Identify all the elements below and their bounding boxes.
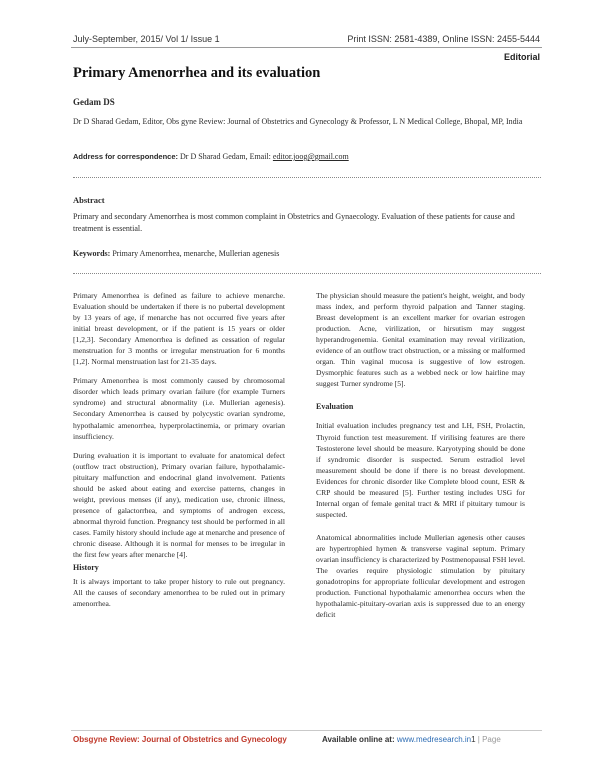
paragraph: Anatomical abnormalities include Mullerian agenesis other causes are hypertrophied hymen & transverse vaginal septum. Primary ovarian insufficiency is characterized by Postmenopausal FSH level. The ovaries require physiologic stimulation by pituitary gonadotropins for appropriate follicular development and estrogen production. Functional hypothalamic amenorrhea occurs when the hypothalamic-pituitary-ovarian axis is suppressed due to an energy deficit: [316, 532, 525, 620]
body-column-right: [316, 290, 525, 628]
abstract-heading: Abstract: [73, 195, 105, 205]
abstract-text: Primary and secondary Amenorrhea is most common complaint in Obstetrics and Gynaecology. Evaluation of these patients for cause and treatment is essential.: [73, 212, 515, 233]
paragraph: The physician should measure the patient's height, weight, and body mass index, and perform thyroid palpation and Tanner staging. Breast development is an excellent marker for ovarian estrogen production. Acne, virilization, or hirsutism may suggest hyperandrogenemia. Genital examination may reveal virilization, evidence of an outflow tract obstruction, or a missing or malformed organ. Thin vaginal mucosa is suggestive of low estrogen. Dysmorphic features such as a webbed neck or low hairline may suggest Turner syndrome [5].: [316, 291, 525, 389]
author-name: Gedam DS: [73, 97, 115, 107]
correspondence: [73, 152, 349, 161]
keywords: [73, 249, 279, 258]
history-heading: History: [73, 563, 99, 573]
article-title: Primary Amenorrhea and its evaluation: [73, 65, 321, 81]
paragraph: It is always important to take proper history to rule out pregnancy. All the causes of secondary amenorrhea to be ruled out in primary amenorrhea.: [73, 577, 285, 609]
body-column-left: [73, 290, 285, 617]
page-number: 1: [471, 735, 476, 744]
paragraph: Primary Amenorrhea is defined as failure to achieve menarche. Evaluation should be undertaken if there is no pubertal development by 13 years of age, if menarche has not occurred five years after initial breast development, or if the patient is 15 years or older [1,2,3]. Secondary Amenorrhea is defined as cessation of regular menstruation for 3 months or irregular menstruation for 6 months [1,2]. Normal menstruation last for 21-35 days.: [73, 291, 285, 367]
section-label: Editorial: [503, 52, 540, 62]
evaluation-heading: Evaluation: [316, 402, 354, 412]
page-separator: |: [475, 735, 483, 744]
paragraph: Initial evaluation includes pregnancy test and LH, FSH, Prolactin, Thyroid function test measurement. If virilising features are there Testosterone level should be measure. Karyotyping should be done if syndromic disorder is suspected. Serum estradiol level measurement should be done if there is no breast development. Evidences for chronic disorder like Complete blood count, ESR & CRP should be measured [5]. Further testing includes USG for Internal organ of female genital tract & MRI if pituitary tumour is suspected.: [316, 421, 525, 519]
footer-availability: [322, 735, 501, 744]
dotted-divider: [73, 177, 541, 178]
correspondence-label: Address for correspondence:: [73, 152, 179, 161]
paragraph: During evaluation it is important to evaluate for anatomical defect (outflow tract obstruction), Primary ovarian failure, hypothalamic- pituitary malfunction and endocrinal gland involvement. Patients should be asked about eating and exercise patterns, changes in weight, previous menses (if any), medication use, chronic illness, presence of galactorrhea, and symptoms of androgen excess, abnormal thyroid function. Pregnancy test should be performed in all cases. Family history should include age at menarche and presence of chronic disease. Although it is normal for menses to be irregular in the first few years after menarche [4].: [73, 450, 285, 560]
paragraph: Primary Amenorrhea is most commonly caused by chromosomal disorder which leads primary ovarian failure (for example Turners syndrome) and structural abnormality (i.e. Mullerian agenesis). Secondary Amenorrhea is caused by polycystic ovarian syndrome, hypothalamic amenorrhea, hyperprolactinemia, or primary ovarian insufficiency.: [73, 376, 285, 441]
issn-info: Print ISSN: 2581-4389, Online ISSN: 2455-5444: [347, 34, 540, 44]
header-rule: [71, 47, 542, 48]
page-word: Page: [482, 735, 501, 744]
footer-rule: [71, 730, 542, 731]
email-link[interactable]: editor.joog@gmail.com: [272, 152, 349, 161]
available-label: Available online at:: [322, 735, 395, 744]
footer-journal: Obsgyne Review: Journal of Obstetrics and Gynecology: [73, 735, 287, 744]
correspondence-text: Dr D Sharad Gedam, Email:: [180, 152, 271, 161]
website-link[interactable]: www.medresearch.in: [396, 735, 472, 744]
issue-info: July-September, 2015/ Vol 1/ Issue 1: [73, 34, 220, 44]
keywords-label: Keywords:: [73, 249, 111, 258]
dotted-divider: [73, 273, 541, 274]
keywords-text: Primary Amenorrhea, menarche, Mullerian agenesis: [112, 249, 280, 258]
author-affiliation: Dr D Sharad Gedam, Editor, Obs gyne Review: Journal of Obstetrics and Gynecology & Professor, L N Medical College, Bhopal, MP, India: [73, 117, 523, 126]
